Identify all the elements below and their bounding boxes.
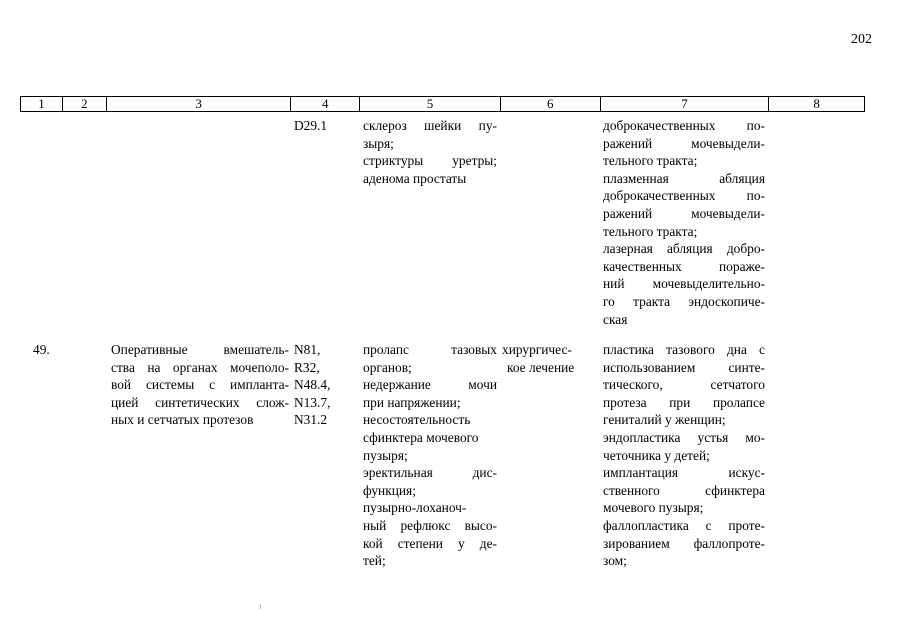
row-1-method	[603, 117, 765, 328]
model-line: ный рефлюкс высо-	[363, 517, 497, 533]
header-col-1: 1	[21, 97, 63, 111]
method-line: доброкачественных по-	[603, 188, 765, 204]
header-col-7: 7	[601, 97, 770, 111]
method-line: доброкачественных по-	[603, 118, 765, 133]
method-line: зированием фаллопроте-	[603, 535, 765, 551]
method-line: протеза при пролапсе	[603, 394, 765, 410]
method-line: использованием синте-	[603, 359, 765, 375]
code-line: D29.1	[294, 118, 328, 133]
row-2-treatment	[502, 341, 582, 376]
model-line: функция;	[363, 482, 416, 498]
method-line: тельного тракта;	[603, 223, 698, 239]
model-line: пузыря;	[363, 447, 408, 463]
model-line: недержание мочи	[363, 377, 497, 393]
scan-mark	[260, 604, 261, 609]
row-2-model	[363, 341, 497, 570]
model-line: при напряжении;	[363, 394, 461, 410]
header-col-2: 2	[63, 97, 107, 111]
header-col-4: 4	[291, 97, 360, 111]
model-line: склероз шейки пу-	[363, 118, 497, 133]
treatment-line: хирургичес-	[502, 342, 572, 357]
method-line: зом;	[603, 553, 627, 569]
name-line: Оперативные вмешатель-	[111, 342, 289, 357]
row-2-method	[603, 341, 765, 570]
name-line: ных и сетчатых протезов	[111, 412, 254, 428]
method-line: ний мочевыделительно-	[603, 276, 765, 292]
name-line: вой системы с импланта-	[111, 377, 289, 393]
header-col-3: 3	[107, 97, 292, 111]
row-2-number	[33, 341, 73, 359]
method-line: ражений мочевыдели-	[603, 135, 765, 151]
model-line: пролапс тазовых	[363, 342, 497, 357]
header-col-5: 5	[360, 97, 501, 111]
model-line: аденома простаты	[363, 170, 467, 186]
row-number: 49.	[33, 342, 50, 357]
model-line: эректильная дис-	[363, 465, 497, 481]
method-line: го тракта эндоскопиче-	[603, 293, 765, 309]
method-line: тельного тракта;	[603, 153, 698, 169]
code-line: R32,	[294, 359, 320, 375]
method-line: фаллопластика с проте-	[603, 517, 765, 533]
row-1-model	[363, 117, 497, 187]
name-line: цией синтетических слож-	[111, 394, 289, 410]
model-line: сфинктера мочевого	[363, 429, 479, 445]
table-header-row	[20, 96, 865, 112]
method-line: ственного сфинктера	[603, 482, 765, 498]
row-2-codes	[294, 341, 354, 429]
method-line: плазменная абляция	[603, 170, 765, 186]
method-line: качественных пораже-	[603, 258, 765, 274]
model-line: несостоятельность	[363, 412, 471, 428]
code-line: N81,	[294, 342, 321, 357]
method-line: четочника у детей;	[603, 447, 710, 463]
code-line: N48.4,	[294, 377, 331, 393]
header-col-8: 8	[813, 96, 820, 111]
method-line: гениталий у женщин;	[603, 412, 726, 428]
name-line: ства на органах мочеполо-	[111, 359, 289, 375]
method-line: мочевого пузыря;	[603, 500, 704, 516]
model-line: кой степени у де-	[363, 535, 497, 551]
method-line: тического, сетчатого	[603, 377, 765, 393]
row-1-codes	[294, 117, 354, 135]
model-line: пузырно-лоханоч-	[363, 500, 467, 516]
model-line: зыря;	[363, 135, 394, 151]
method-line: эндопластика устья мо-	[603, 429, 765, 445]
method-line: имплантация искус-	[603, 465, 765, 481]
treatment-line: кое лечение	[507, 359, 575, 375]
model-line: стриктуры уретры;	[363, 153, 497, 169]
method-line: лазерная абляция добро-	[603, 241, 765, 257]
code-line: N31.2	[294, 412, 328, 428]
method-line: ражений мочевыдели-	[603, 205, 765, 221]
model-line: тей;	[363, 553, 386, 569]
row-2-name	[111, 341, 289, 429]
method-line: пластика тазового дна с	[603, 342, 765, 357]
header-col-6: 6	[501, 97, 601, 111]
page-number: 202	[851, 32, 872, 47]
model-line: органов;	[363, 359, 412, 375]
method-line: ская	[603, 311, 628, 327]
code-line: N13.7,	[294, 394, 331, 410]
